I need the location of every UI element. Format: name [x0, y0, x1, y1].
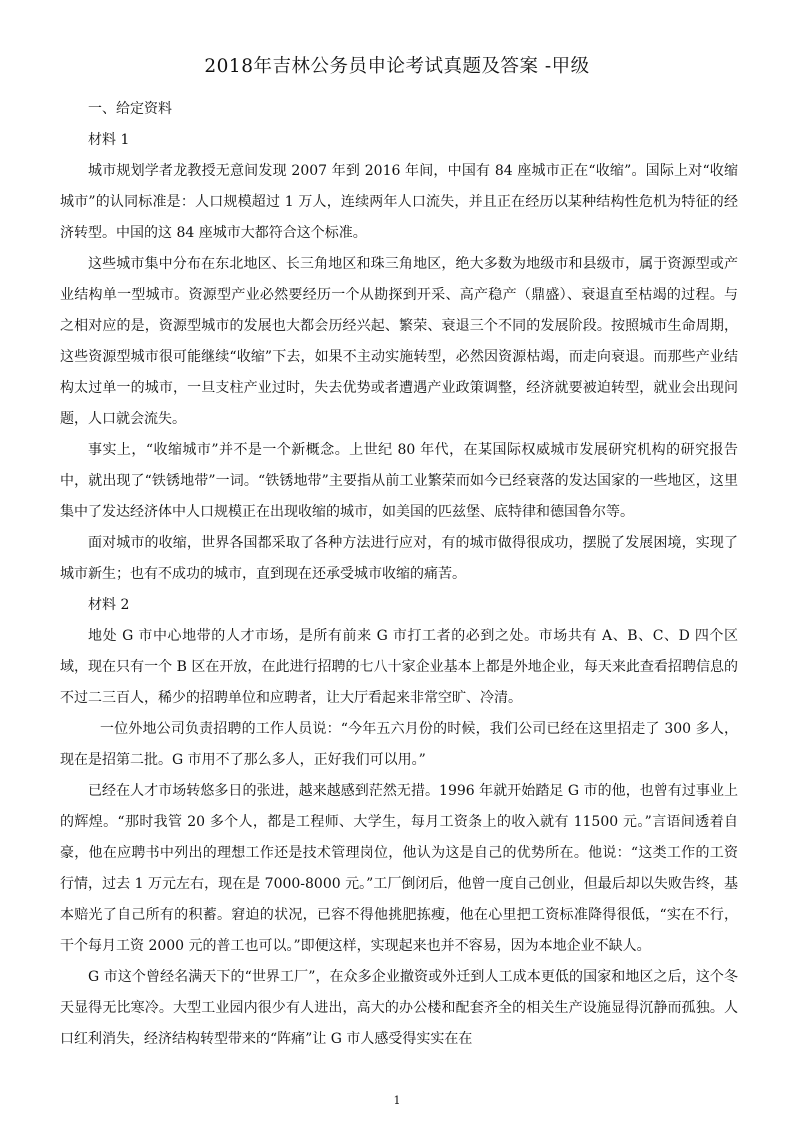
- material-2-label: 材料 2: [88, 597, 130, 613]
- document-body: [60, 94, 738, 1055]
- section-heading: 一、给定资料: [88, 101, 172, 117]
- material-1-paragraph-4: 面对城市的收缩，世界各国都采取了各种方法进行应对，有的城市做得很成功，摆脱了发展困境，实现了城市新生；也有不成功的城市，直到现在还承受城市收缩的痛苦。: [60, 535, 738, 582]
- material-2-paragraph-1: 地处 G 市中心地带的人才市场，是所有前来 G 市打工者的必到之处。市场共有 A、B、C、D 四个区域，现在只有一个 B 区在开放，在此进行招聘的七八十家企业基本上都是外地企业，每天来此查看招聘信息的不过二三百人，稀少的招聘单位和应聘者，让大厅看起来非常空旷、冷清。: [60, 628, 738, 706]
- material-2-paragraph-4: G 市这个曾经名满天下的“世界工厂”，在众多企业撤资或外迁到人工成本更低的国家和地区之后，这个冬天显得无比寒冷。大型工业园内很少有人进出，高大的办公楼和配套齐全的相关生产设施显得沉静而孤独。人口红利消失，经济结构转型带来的“阵痛”让 G 市人感受得实实在在: [60, 969, 738, 1047]
- material-2-paragraph-3: 已经在人才市场转悠多日的张进，越来越感到茫然无措。1996 年就开始踏足 G 市的他，也曾有过事业上的辉煌。“那时我管 20 多个人，都是工程师、大学生，每月工资条上的收入就有 11500 元。”言语间透着自豪，他在应聘书中列出的理想工作还是技术管理岗位，他认为这是自己的优势所在。他说：“这类工作的工资行情，过去 1 万元左右，现在是 7000-8000 元。”工厂倒闭后，他曾一度自己创业，但最后却以失败告终，基本赔光了自己所有的积蓄。窘迫的状况，已容不得他挑肥拣瘦，他在心里把工资标准降得很低，“实在不行，干个每月工资 2000 元的普工也可以。”即便这样，实现起来也并不容易，因为本地企业不缺人。: [60, 783, 738, 954]
- document-title: 2018年吉林公务员申论考试真题及答案 -甲级: [204, 56, 590, 77]
- page-number: 1: [393, 1094, 401, 1107]
- material-2-paragraph-2: 一位外地公司负责招聘的工作人员说：“今年五六月份的时候，我们公司已经在这里招走了 300 多人，现在是招第二批。G 市用不了那么多人，正好我们可以用。”: [60, 721, 738, 768]
- material-1-label: 材料 1: [88, 132, 130, 148]
- material-1-paragraph-3: 事实上，“收缩城市”并不是一个新概念。上世纪 80 年代，在某国际权威城市发展研究机构的研究报告中，就出现了“铁锈地带”一词。“铁锈地带”主要指从前工业繁荣而如今已经衰落的发达国家的一些地区，这里集中了发达经济体中人口规模正在出现收缩的城市，如美国的匹兹堡、底特律和德国鲁尔等。: [60, 442, 738, 520]
- material-1-paragraph-2: 这些城市集中分布在东北地区、长三角地区和珠三角地区，绝大多数为地级市和县级市，属于资源型或产业结构单一型城市。资源型产业必然要经历一个从勘探到开采、高产稳产（鼎盛）、衰退直至枯竭的过程。与之相对应的是，资源型城市的发展也大都会历经兴起、繁荣、衰退三个不同的发展阶段。按照城市生命周期，这些资源型城市很可能继续“收缩”下去，如果不主动实施转型，必然因资源枯竭，而走向衰退。而那些产业结构太过单一的城市，一旦支柱产业过时，失去优势或者遭遇产业政策调整，经济就要被迫转型，就业会出现问题，人口就会流失。: [60, 256, 738, 427]
- material-1-paragraph-1: 城市规划学者龙教授无意间发现 2007 年到 2016 年间，中国有 84 座城市正在“收缩”。国际上对“收缩城市”的认同标准是：人口规模超过 1 万人，连续两年人口流失，并且正在经历以某种结构性危机为特征的经济转型。中国的这 84 座城市大都符合这个标准。: [60, 163, 738, 241]
